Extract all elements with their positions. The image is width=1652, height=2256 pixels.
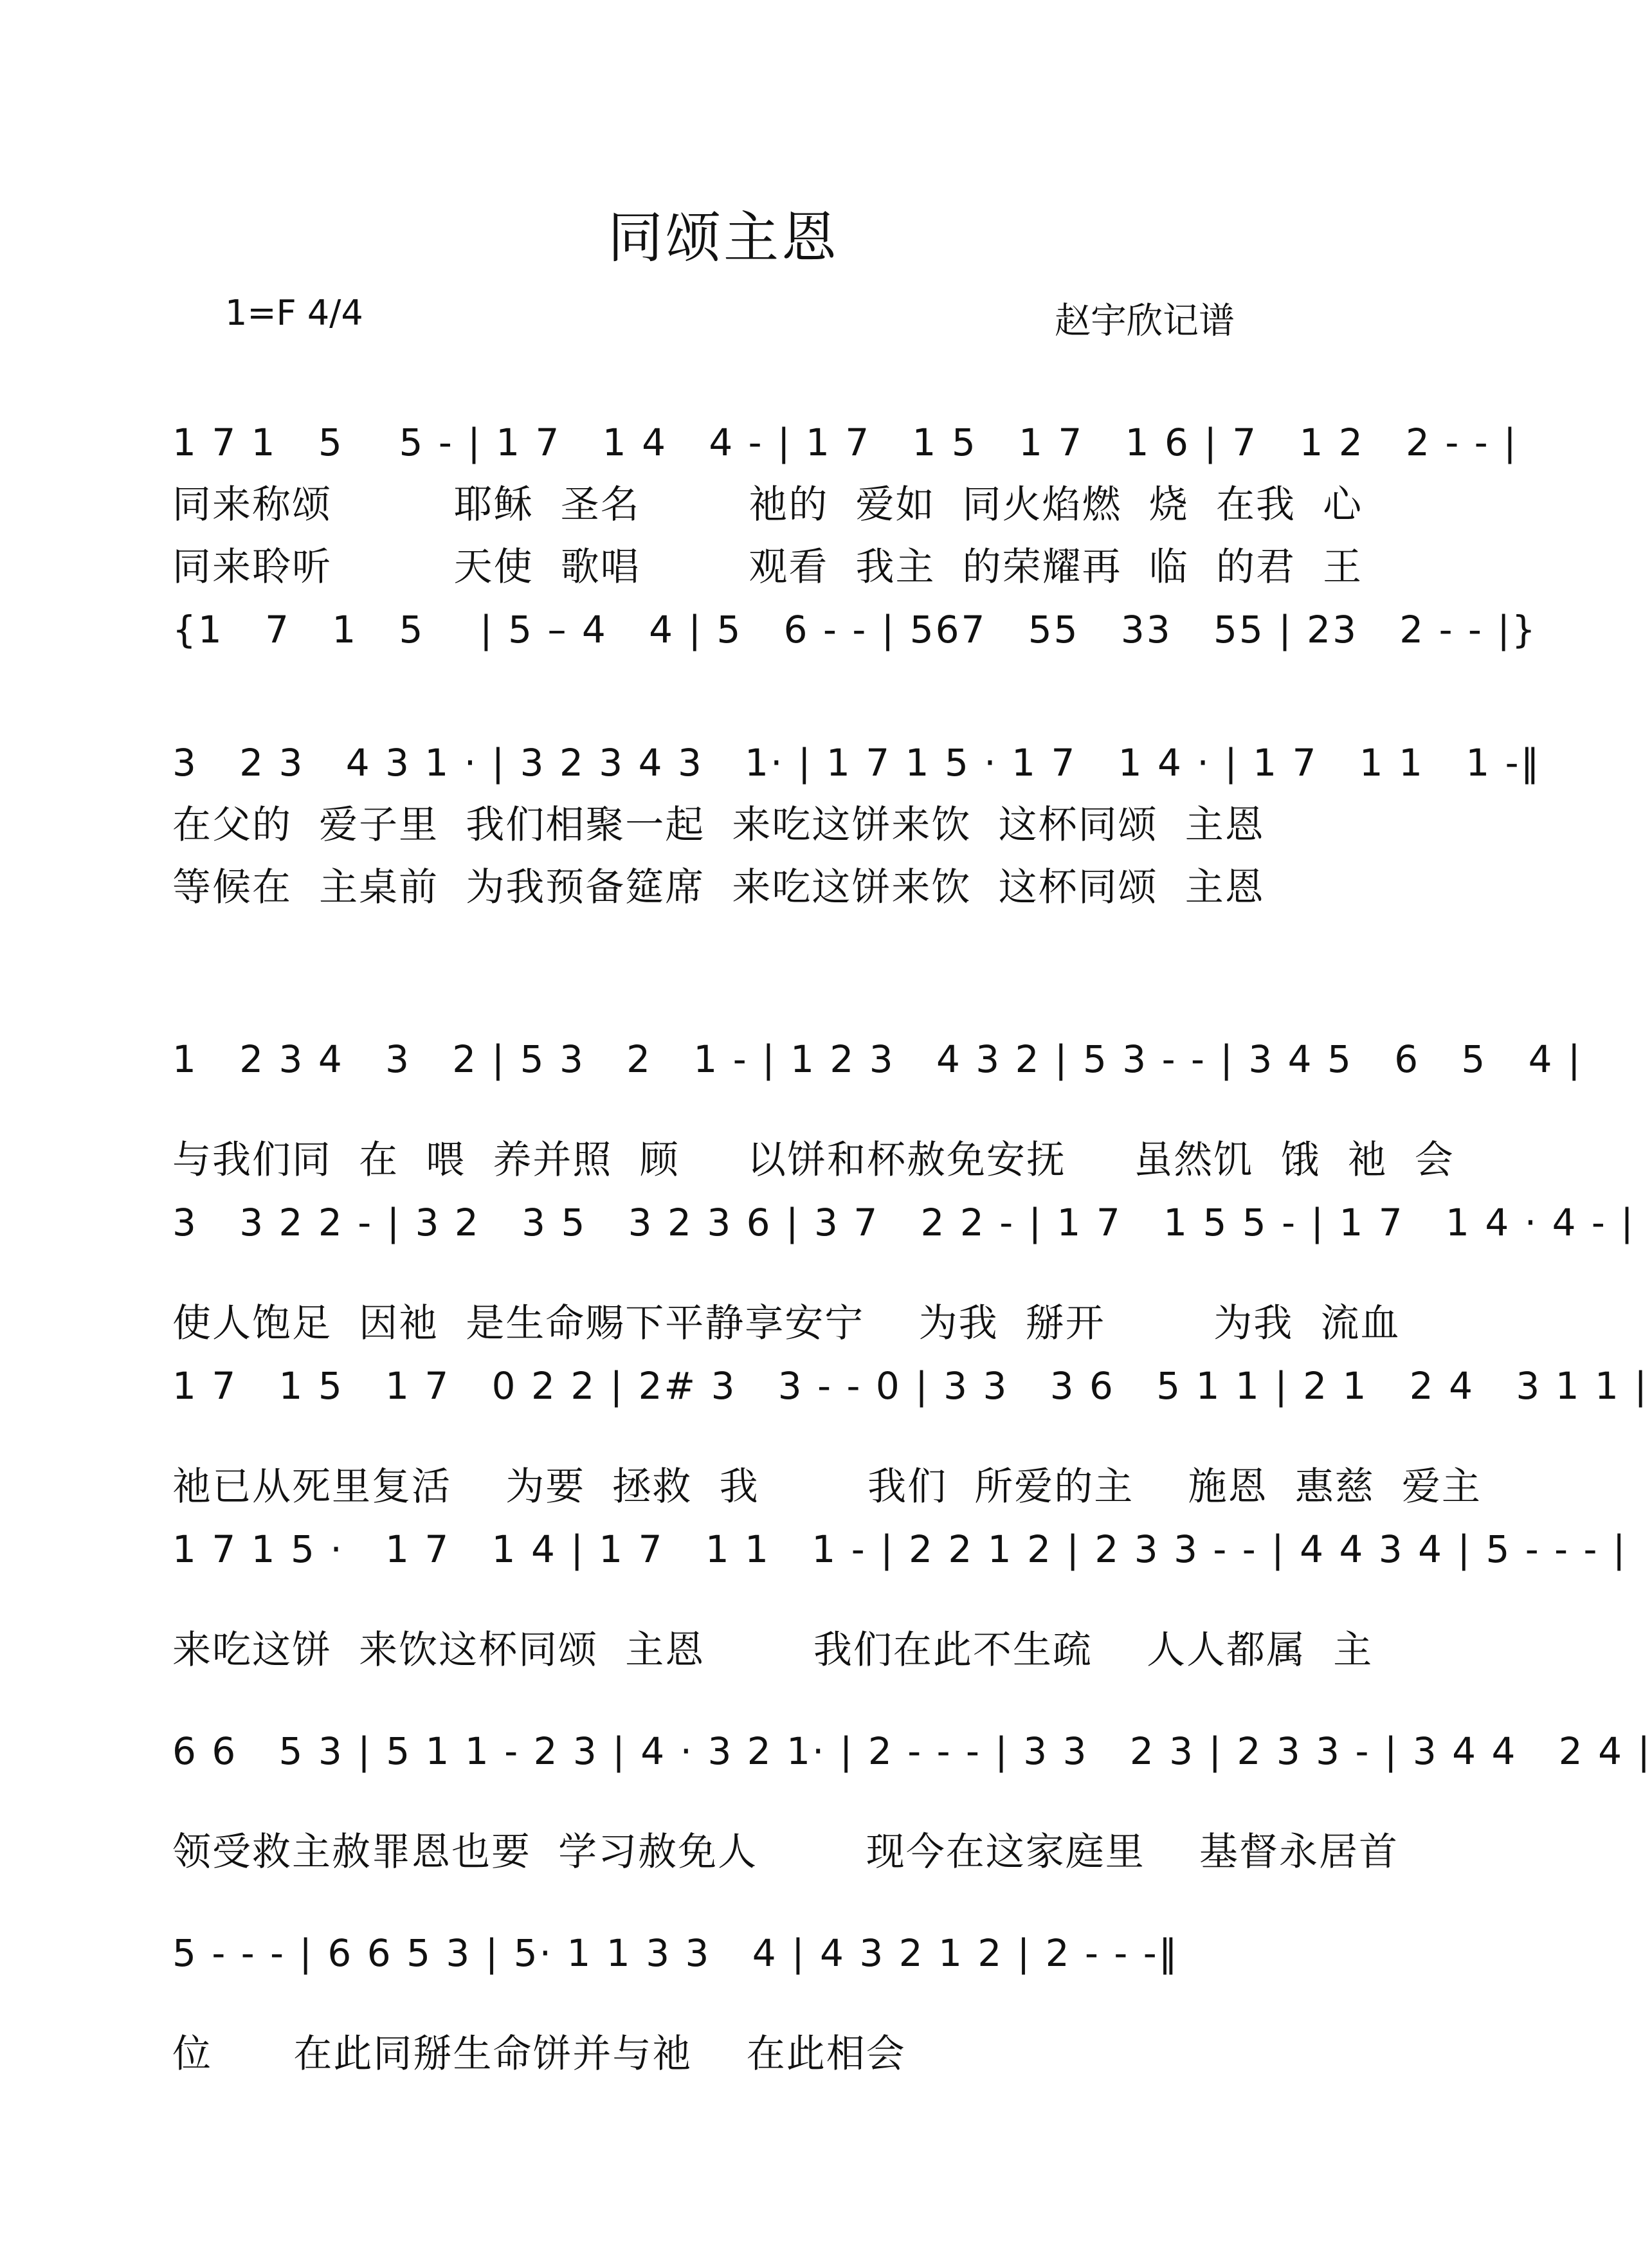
notation-line: 5 - - - | 6 6 5 3 | 5· 1 1 3 3 4 | 4 3 2 1 2 | 2 - - -‖	[172, 1931, 1179, 1975]
notation-line: 1 7 1 5 1 7 0 2 2 | 2# 3 3 - - 0 | 3 3 3 6 5 1 1 | 2 1 2 4 3 1 1 |	[172, 1364, 1649, 1408]
lyric-line: 祂已从死里复活 为要 拯救 我 我们 所爱的主 施恩 惠慈 爱主	[172, 1464, 1482, 1509]
line-spacer	[172, 1884, 1471, 1922]
line-spacer	[172, 1581, 1471, 1619]
lyric-line: 在父的 爱子里 我们相聚一起 来吃这饼来饮 这杯同颂 主恩	[172, 803, 1265, 848]
line-spacer	[172, 1417, 1471, 1456]
notation-line: 3 3 2 2 - | 3 2 3 5 3 2 3 6 | 3 7 2 2 - | 1 7 1 5 5 - | 1 7 1 4 · 4 - |	[172, 1201, 1635, 1244]
line-spacer	[172, 1783, 1471, 1821]
notation-line: 1 2 3 4 3 2 | 5 3 2 1 - | 1 2 3 4 3 2 | 5 3 - - | 3 4 5 6 5 4 |	[172, 1037, 1583, 1081]
notation-line: 3 2 3 4 3 1 · | 3 2 3 4 3 1· | 1 7 1 5 · 1 7 1 4 · | 1 7 1 1 1 -‖	[172, 741, 1541, 785]
notation-line: 1 7 1 5 · 1 7 1 4 | 1 7 1 1 1 - | 2 2 1 2 | 2 3 3 - - | 4 4 3 4 | 5 - - - |	[172, 1527, 1628, 1571]
transcriber-credit: 赵宇欣记谱	[1055, 300, 1235, 342]
line-spacer	[172, 919, 1471, 990]
lyric-line: 等候在 主桌前 为我预备筵席 来吃这饼来饮 这杯同颂 主恩	[172, 865, 1265, 910]
lyric-line: 同来聆听 天使 歌唱 观看 我主 的荣耀再 临 的君 王	[172, 545, 1363, 590]
song-title: 同颂主恩	[608, 206, 839, 270]
lyric-line: 来吃这饼 来饮这杯同颂 主恩 我们在此不生疏 人人都属 主	[172, 1628, 1374, 1673]
notation-line: 1 7 1 5 5 - | 1 7 1 4 4 - | 1 7 1 5 1 7 1 6 | 7 1 2 2 - - |	[172, 421, 1518, 464]
notation-line: 6 6 5 3 | 5 1 1 - 2 3 | 4 · 3 2 1· | 2 - - - | 3 3 2 3 | 2 3 3 - | 3 4 4 2 4 |	[172, 1729, 1652, 1773]
line-spacer	[172, 990, 1471, 1028]
line-spacer	[172, 1254, 1471, 1293]
line-spacer	[172, 661, 1471, 732]
lyric-line: 同来称颂 耶稣 圣名 祂的 爱如 同火焰燃 烧 在我 心	[172, 482, 1363, 527]
line-spacer	[172, 1682, 1471, 1720]
lyric-line: 与我们同 在 喂 养并照 顾 以饼和杯赦免安抚 虽然饥 饿 祂 会	[172, 1138, 1455, 1183]
key-signature: 1=F 4/4	[225, 293, 363, 333]
score-body	[172, 412, 1652, 2086]
lyric-line: 使人饱足 因祂 是生命赐下平静享安宁 为我 掰开 为我 流血	[172, 1301, 1401, 1346]
line-spacer	[172, 1985, 1471, 2023]
lyric-line: 位 在此同掰生命饼并与祂 在此相会	[172, 2032, 906, 2077]
line-spacer	[172, 1091, 1471, 1129]
notation-line: {1 7 1 5 | 5 – 4 4 | 5 6 - - | 567 55 33 55 | 23 2 - - |}	[172, 608, 1538, 651]
lyric-line: 领受救主赦罪恩也要 学习赦免人 现今在这家庭里 基督永居首	[172, 1830, 1399, 1875]
